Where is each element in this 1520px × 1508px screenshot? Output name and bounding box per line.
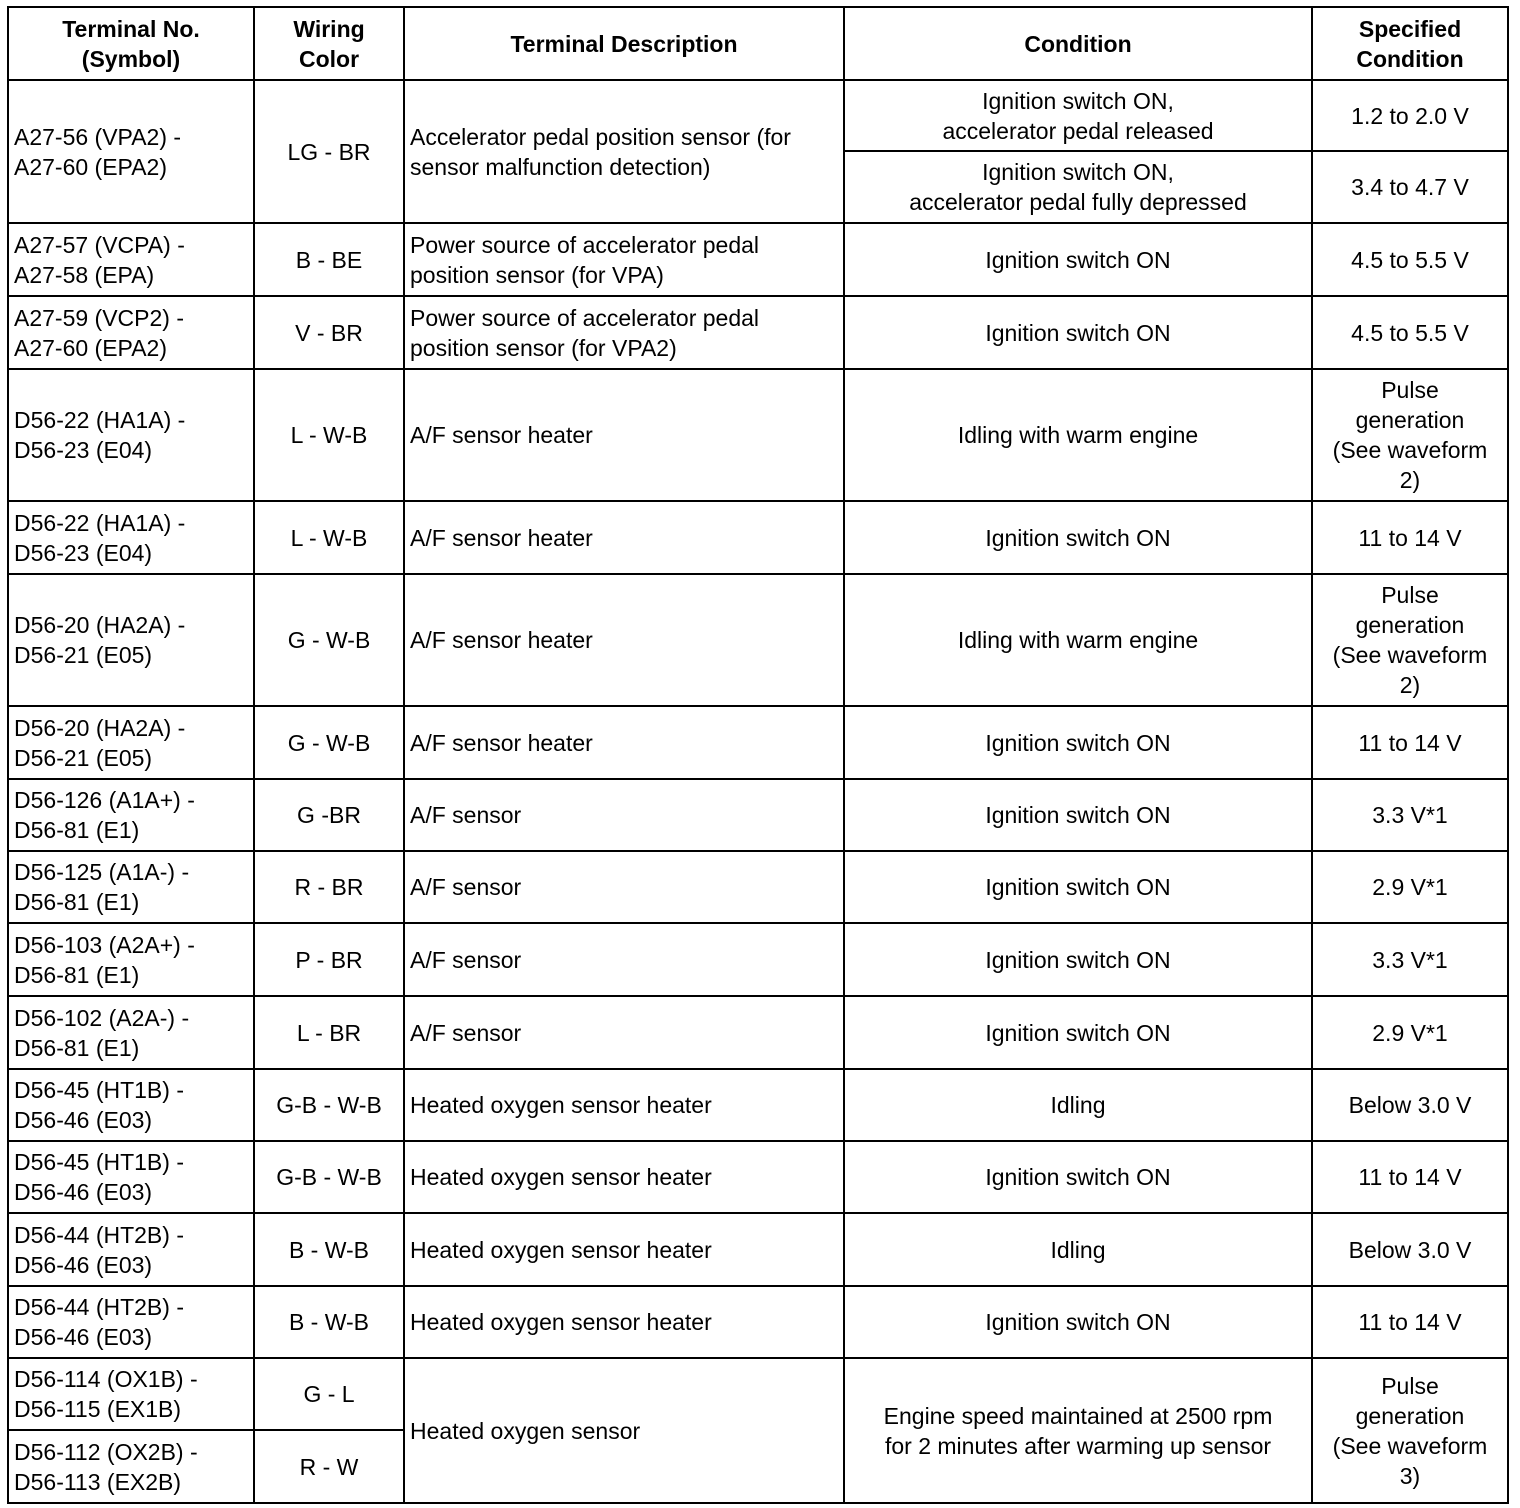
wiring-color-cell: L - BR bbox=[254, 996, 404, 1069]
condition-cell: Ignition switch ON bbox=[844, 706, 1312, 779]
wiring-color-cell: L - W-B bbox=[254, 501, 404, 574]
table-row bbox=[8, 296, 1508, 369]
condition-cell: Ignition switch ON bbox=[844, 1286, 1312, 1358]
condition-cell: Ignition switch ON, accelerator pedal released bbox=[844, 80, 1312, 151]
terminal-cell: D56-20 (HA2A) - D56-21 (E05) bbox=[8, 574, 254, 706]
header-wiring-color: Wiring Color bbox=[254, 7, 404, 80]
table-row bbox=[8, 996, 1508, 1069]
specified-cell: 3.3 V*1 bbox=[1312, 923, 1508, 996]
terminal-cell: D56-125 (A1A-) - D56-81 (E1) bbox=[8, 851, 254, 923]
condition-cell: Idling with warm engine bbox=[844, 574, 1312, 706]
condition-cell: Ignition switch ON bbox=[844, 923, 1312, 996]
terminal-cell: D56-22 (HA1A) - D56-23 (E04) bbox=[8, 501, 254, 574]
description-cell: A/F sensor bbox=[404, 923, 844, 996]
description-cell: Accelerator pedal position sensor (for sensor malfunction detection) bbox=[404, 80, 844, 223]
terminal-cell: D56-126 (A1A+) - D56-81 (E1) bbox=[8, 779, 254, 851]
table-row bbox=[8, 706, 1508, 779]
terminal-cell: D56-114 (OX1B) - D56-115 (EX1B) bbox=[8, 1358, 254, 1430]
header-terminal: Terminal No. (Symbol) bbox=[8, 7, 254, 80]
description-cell: A/F sensor bbox=[404, 851, 844, 923]
description-cell: Heated oxygen sensor heater bbox=[404, 1286, 844, 1358]
table-row bbox=[8, 851, 1508, 923]
terminal-cell: D56-102 (A2A-) - D56-81 (E1) bbox=[8, 996, 254, 1069]
terminal-cell: A27-56 (VPA2) - A27-60 (EPA2) bbox=[8, 80, 254, 223]
description-cell: A/F sensor heater bbox=[404, 574, 844, 706]
wiring-color-cell: R - W bbox=[254, 1430, 404, 1503]
header-specified-condition: Specified Condition bbox=[1312, 7, 1508, 80]
table-row bbox=[8, 80, 1508, 151]
description-cell: Heated oxygen sensor heater bbox=[404, 1213, 844, 1286]
table-row bbox=[8, 223, 1508, 296]
specified-cell: 11 to 14 V bbox=[1312, 1286, 1508, 1358]
table-row bbox=[8, 1358, 1508, 1430]
header-condition: Condition bbox=[844, 7, 1312, 80]
wiring-color-cell: G -BR bbox=[254, 779, 404, 851]
table-row bbox=[8, 923, 1508, 996]
table-row bbox=[8, 1069, 1508, 1141]
wiring-color-cell: G - W-B bbox=[254, 574, 404, 706]
condition-cell: Ignition switch ON bbox=[844, 1141, 1312, 1213]
description-cell: A/F sensor heater bbox=[404, 369, 844, 501]
condition-cell: Ignition switch ON bbox=[844, 996, 1312, 1069]
condition-cell: Ignition switch ON bbox=[844, 779, 1312, 851]
specified-cell: Below 3.0 V bbox=[1312, 1069, 1508, 1141]
terminal-cell: A27-59 (VCP2) - A27-60 (EPA2) bbox=[8, 296, 254, 369]
wiring-color-cell: R - BR bbox=[254, 851, 404, 923]
terminal-cell: A27-57 (VCPA) - A27-58 (EPA) bbox=[8, 223, 254, 296]
wiring-color-cell: LG - BR bbox=[254, 80, 404, 223]
specified-cell: 11 to 14 V bbox=[1312, 501, 1508, 574]
table-row bbox=[8, 779, 1508, 851]
condition-cell: Idling bbox=[844, 1213, 1312, 1286]
condition-cell: Ignition switch ON bbox=[844, 296, 1312, 369]
condition-cell: Idling with warm engine bbox=[844, 369, 1312, 501]
specified-cell: 4.5 to 5.5 V bbox=[1312, 223, 1508, 296]
description-cell: A/F sensor bbox=[404, 996, 844, 1069]
specified-cell: 2.9 V*1 bbox=[1312, 851, 1508, 923]
specified-cell: 3.3 V*1 bbox=[1312, 779, 1508, 851]
terminal-cell: D56-22 (HA1A) - D56-23 (E04) bbox=[8, 369, 254, 501]
condition-cell: Ignition switch ON bbox=[844, 501, 1312, 574]
specified-cell: 11 to 14 V bbox=[1312, 1141, 1508, 1213]
terminal-cell: D56-44 (HT2B) - D56-46 (E03) bbox=[8, 1213, 254, 1286]
table-row bbox=[8, 1286, 1508, 1358]
wiring-color-cell: V - BR bbox=[254, 296, 404, 369]
wiring-color-cell: G - W-B bbox=[254, 706, 404, 779]
terminal-cell: D56-45 (HT1B) - D56-46 (E03) bbox=[8, 1069, 254, 1141]
specified-cell: 2.9 V*1 bbox=[1312, 996, 1508, 1069]
wiring-color-cell: L - W-B bbox=[254, 369, 404, 501]
terminal-cell: D56-112 (OX2B) - D56-113 (EX2B) bbox=[8, 1430, 254, 1503]
description-cell: Heated oxygen sensor heater bbox=[404, 1141, 844, 1213]
condition-cell: Ignition switch ON, accelerator pedal fully depressed bbox=[844, 151, 1312, 223]
wiring-color-cell: B - W-B bbox=[254, 1286, 404, 1358]
description-cell: Power source of accelerator pedal position sensor (for VPA2) bbox=[404, 296, 844, 369]
terminal-cell: D56-45 (HT1B) - D56-46 (E03) bbox=[8, 1141, 254, 1213]
wiring-color-cell: G-B - W-B bbox=[254, 1069, 404, 1141]
specified-cell: Pulse generation (See waveform 2) bbox=[1312, 369, 1508, 501]
wiring-color-cell: P - BR bbox=[254, 923, 404, 996]
description-cell: A/F sensor heater bbox=[404, 706, 844, 779]
terminal-cell: D56-44 (HT2B) - D56-46 (E03) bbox=[8, 1286, 254, 1358]
condition-cell: Engine speed maintained at 2500 rpm for 2 minutes after warming up sensor bbox=[844, 1358, 1312, 1503]
description-cell: Power source of accelerator pedal position sensor (for VPA) bbox=[404, 223, 844, 296]
wiring-color-cell: B - W-B bbox=[254, 1213, 404, 1286]
header-row bbox=[8, 7, 1508, 80]
condition-cell: Idling bbox=[844, 1069, 1312, 1141]
description-cell: Heated oxygen sensor heater bbox=[404, 1069, 844, 1141]
terminal-cell: D56-103 (A2A+) - D56-81 (E1) bbox=[8, 923, 254, 996]
description-cell: Heated oxygen sensor bbox=[404, 1358, 844, 1503]
condition-cell: Ignition switch ON bbox=[844, 223, 1312, 296]
specified-cell: Pulse generation (See waveform 3) bbox=[1312, 1358, 1508, 1503]
table-row bbox=[8, 1213, 1508, 1286]
table-row bbox=[8, 369, 1508, 501]
specified-cell: Below 3.0 V bbox=[1312, 1213, 1508, 1286]
header-terminal-description: Terminal Description bbox=[404, 7, 844, 80]
wiring-color-cell: G - L bbox=[254, 1358, 404, 1430]
condition-cell: Ignition switch ON bbox=[844, 851, 1312, 923]
wiring-color-cell: B - BE bbox=[254, 223, 404, 296]
description-cell: A/F sensor bbox=[404, 779, 844, 851]
specified-cell: Pulse generation (See waveform 2) bbox=[1312, 574, 1508, 706]
specified-cell: 11 to 14 V bbox=[1312, 706, 1508, 779]
table-row bbox=[8, 501, 1508, 574]
specified-cell: 1.2 to 2.0 V bbox=[1312, 80, 1508, 151]
description-cell: A/F sensor heater bbox=[404, 501, 844, 574]
table-row bbox=[8, 1141, 1508, 1213]
terminal-table bbox=[7, 6, 1509, 1504]
specified-cell: 4.5 to 5.5 V bbox=[1312, 296, 1508, 369]
specified-cell: 3.4 to 4.7 V bbox=[1312, 151, 1508, 223]
wiring-color-cell: G-B - W-B bbox=[254, 1141, 404, 1213]
table-row bbox=[8, 574, 1508, 706]
terminal-cell: D56-20 (HA2A) - D56-21 (E05) bbox=[8, 706, 254, 779]
